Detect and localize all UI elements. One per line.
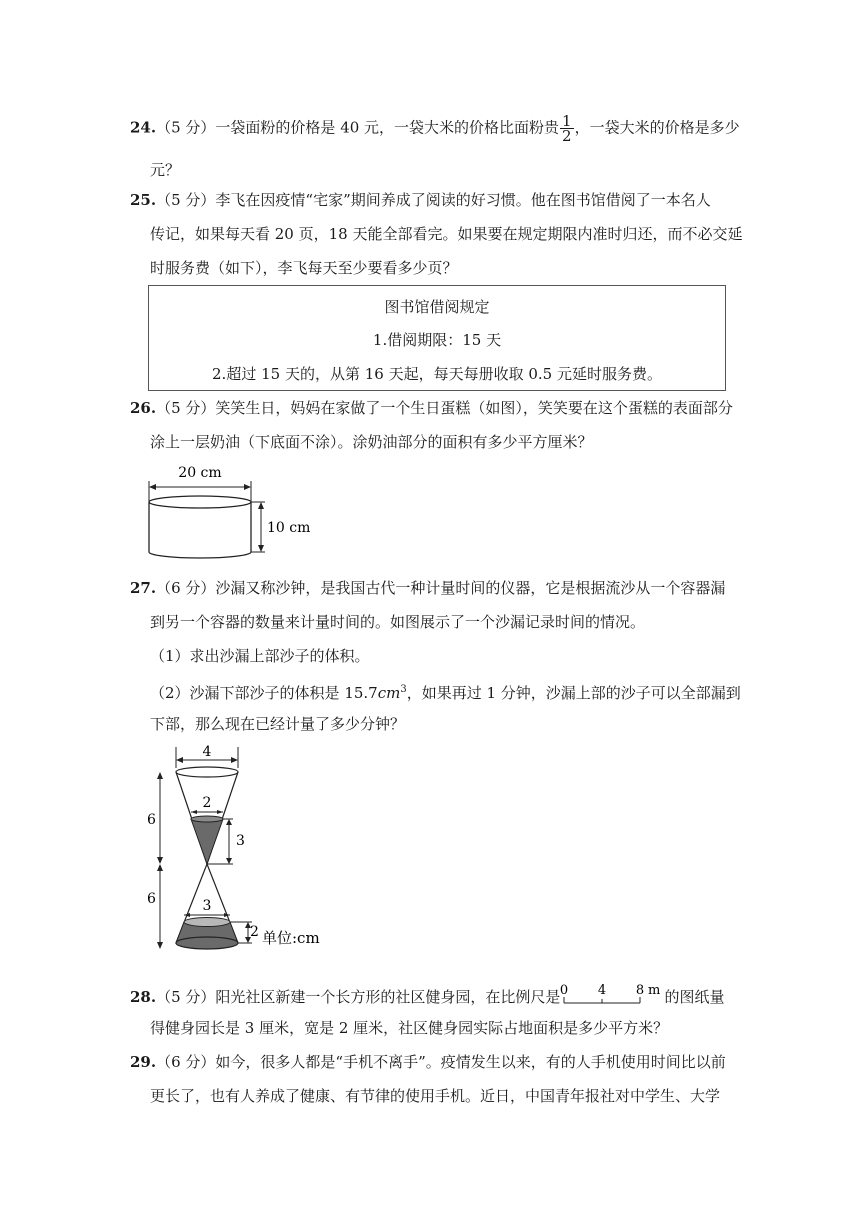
q25-line2: 传记，如果每天看 20 页，18 天能全部看完。如果要在规定期限内准时归还，而不必交延	[150, 225, 743, 243]
q26-number: 26.	[130, 399, 157, 417]
q27-number: 27.	[130, 579, 157, 597]
q24-line2: 元？	[150, 161, 181, 179]
q27-line2: 到另一个容器的数量来计量时间的。如图展示了一个沙漏记录时间的情况。	[150, 613, 646, 631]
q27-part1: （1）求出沙漏上部沙子的体积。	[150, 647, 370, 665]
q25-text: （5 分）李飞在因疫情“宅家”期间养成了阅读的好习惯。他在图书馆借阅了一本名人	[156, 191, 711, 209]
q27-part2-line2: 下部，那么现在已经计量了多少分钟？	[150, 715, 406, 733]
scale-unit: m	[648, 984, 661, 998]
lower-sand-height-label: 2	[250, 924, 259, 940]
q29-number: 29.	[130, 1053, 157, 1071]
q24-fraction	[560, 114, 574, 143]
q27-volume-unit: cm	[377, 684, 401, 702]
library-rules-box	[148, 285, 726, 391]
rule-2: 2.超过 15 天的，从第 16 天起，每天每册收取 0.5 元延时服务费。	[212, 365, 662, 383]
q28-line2: 得健身园长是 3 厘米，宽是 2 厘米，社区健身园实际占地面积是多少平方米？	[150, 1019, 669, 1037]
q26-line1	[130, 398, 733, 418]
q27-part2	[150, 680, 741, 703]
q25-line1	[130, 190, 711, 210]
upper-height-label: 6	[147, 812, 156, 828]
q28-text-a: （5 分）阳光社区新建一个长方形的社区健身园，在比例尺是	[156, 988, 561, 1006]
q27-text: （6 分）沙漏又称沙钟，是我国古代一种计量时间的仪器，它是根据流沙从一个容器漏	[156, 579, 726, 597]
scale-tick-8: 8	[636, 984, 645, 998]
q27-part2-text-a: （2）沙漏下部沙子的体积是 15.7	[150, 684, 378, 702]
scale-tick-4: 4	[598, 984, 607, 998]
top-width-label: 4	[202, 744, 212, 760]
fraction-numerator: 1	[562, 112, 572, 130]
q28-number: 28.	[130, 988, 157, 1006]
rules-title: 图书馆借阅规定	[384, 298, 490, 316]
q27-part2-text-b: ，如果再过 1 分钟，沙漏上部的沙子可以全部漏到	[406, 684, 741, 702]
q29-text: （6 分）如今，很多人都是“手机不离手”。疫情发生以来，有的人手机使用时间比以前	[156, 1053, 726, 1071]
q25-number: 25.	[130, 191, 157, 209]
upper-sand-height-label: 3	[236, 833, 245, 849]
cake-cylinder-figure	[140, 462, 320, 564]
rule-1: 1.借阅期限：15 天	[372, 331, 502, 349]
lower-height-label: 6	[147, 891, 156, 907]
q27-volume-exponent: 3	[400, 684, 407, 695]
hourglass-unit-label: 单位:cm	[262, 929, 320, 947]
q26-text: （5 分）笑笑生日，妈妈在家做了一个生日蛋糕（如图），笑笑要在这个蛋糕的表面部分	[156, 399, 733, 417]
q24-text-a: （5 分）一袋面粉的价格是 40 元，一袋大米的价格比面粉贵	[156, 118, 560, 137]
q26-line2: 涂上一层奶油（下底面不涂）。涂奶油部分的面积有多少平方厘米？	[150, 433, 593, 451]
hourglass-figure	[140, 744, 340, 958]
q28-text-b: 的图纸量	[664, 988, 725, 1006]
lower-sand-width-label: 3	[202, 898, 212, 914]
q24-text-b: ，一袋大米的价格是多少	[574, 118, 740, 137]
q24-line1	[130, 114, 740, 143]
q24-number: 24.	[130, 118, 157, 137]
q25-line3: 时服务费（如下），李飞每天至少要看多少页？	[150, 259, 458, 277]
fraction-denominator: 2	[562, 127, 572, 145]
upper-sand-width-label: 2	[202, 795, 212, 811]
cake-diameter-label: 20 cm	[178, 465, 222, 481]
scale-tick-0: 0	[560, 984, 569, 998]
q29-line2: 更长了，也有人养成了健康、有节律的使用手机。近日，中国青年报社对中学生、大学	[150, 1087, 721, 1105]
q27-line1	[130, 578, 725, 598]
cake-height-label: 10 cm	[267, 520, 311, 536]
scale-bar	[560, 984, 664, 1008]
q29-line1	[130, 1052, 726, 1072]
q28-line1	[130, 984, 724, 1008]
